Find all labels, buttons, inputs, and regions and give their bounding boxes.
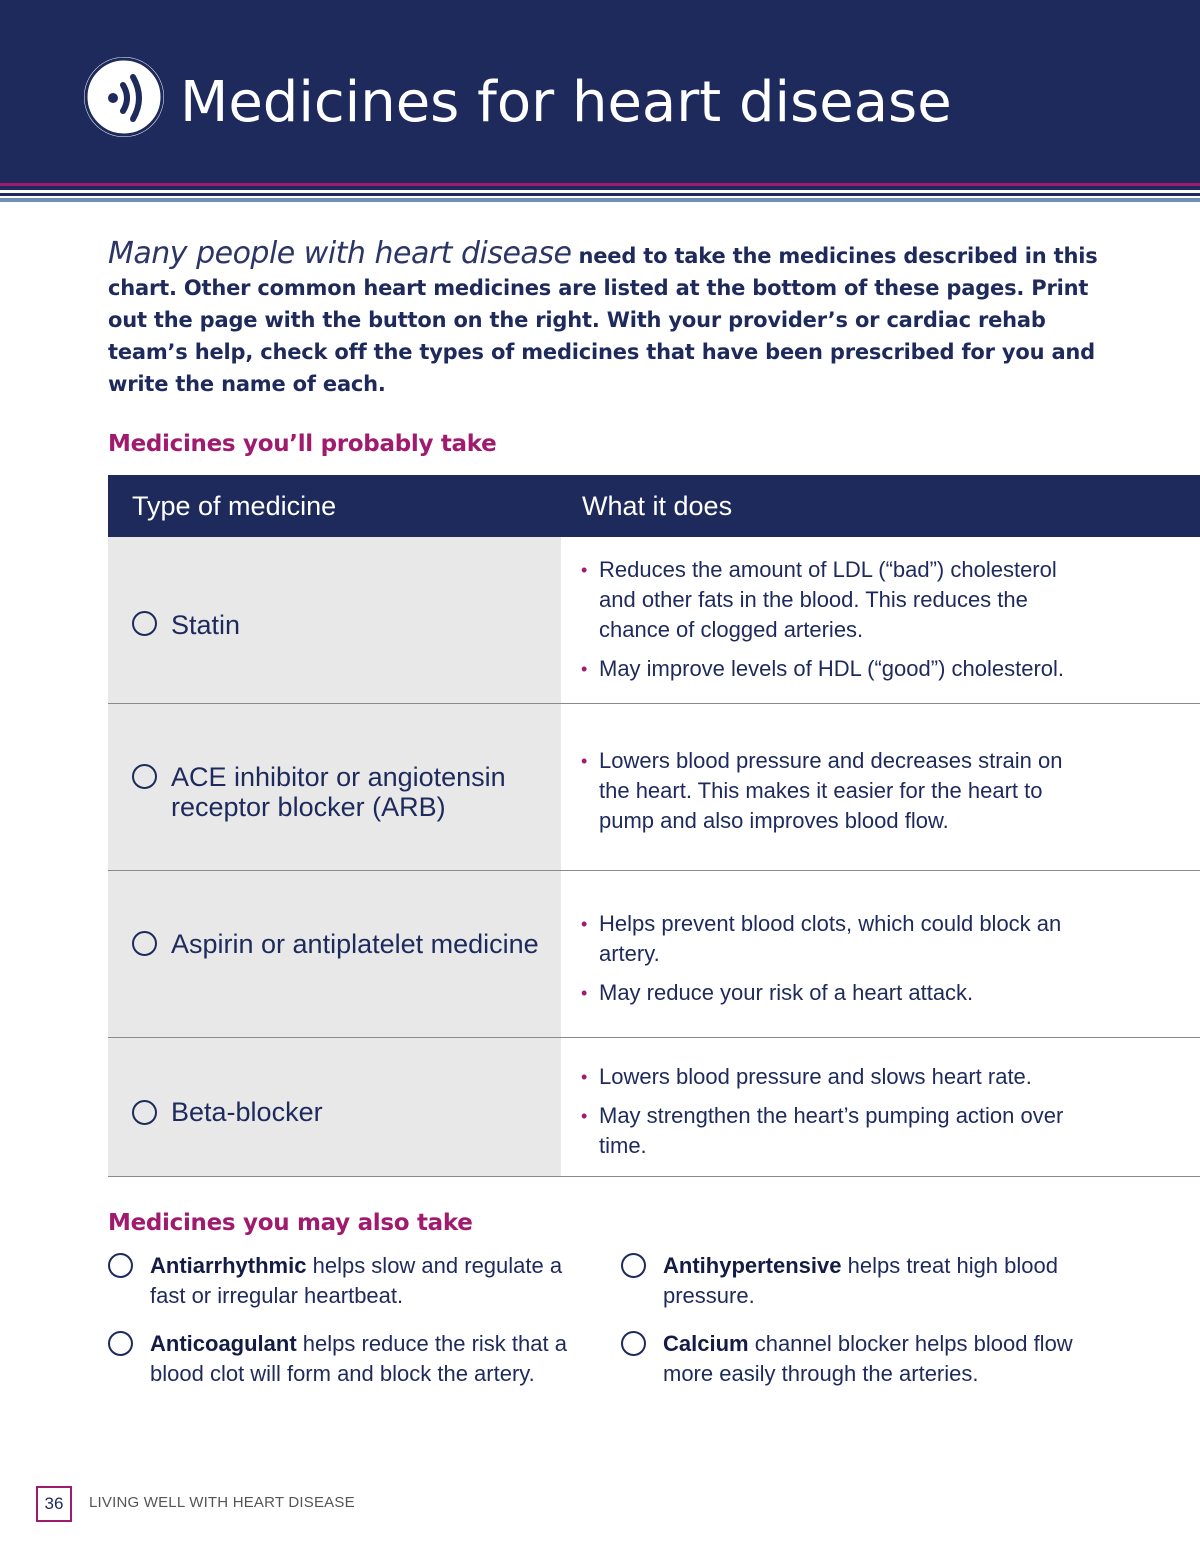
checkbox-circle[interactable] bbox=[132, 931, 157, 956]
type-cell bbox=[108, 537, 561, 703]
list-item: • May improve levels of HDL (“good”) cholesterol. bbox=[581, 654, 1091, 684]
what-cell bbox=[561, 871, 1200, 1037]
medicine-description bbox=[663, 1329, 1083, 1389]
table-row bbox=[108, 871, 1200, 1038]
list-item: • Lowers blood pressure and decreases strain on the heart. This makes it easier for the heart to pump and also improves blood flow. bbox=[581, 746, 1091, 836]
checkbox-circle[interactable] bbox=[132, 764, 157, 789]
list-item: • May strengthen the heart’s pumping action over time. bbox=[581, 1101, 1091, 1161]
intro-lead: Many people with heart disease bbox=[108, 236, 572, 271]
medicine-name: Calcium bbox=[663, 1331, 749, 1356]
medicine-description bbox=[150, 1251, 590, 1311]
what-cell bbox=[561, 704, 1200, 870]
column-header-type: Type of medicine bbox=[132, 491, 337, 521]
checkbox-circle[interactable] bbox=[132, 611, 157, 636]
intro-body: need to take the medicines described in this chart. Other common heart medicines are listed at the bottom of these pages. Print out the page with the button on the right. With your provider’s or cardiac rehab team’s help, check off the types of medicines that have been prescribed for you and write the name of each. bbox=[108, 244, 1098, 396]
medicines-table bbox=[108, 475, 1200, 1177]
list-item: • Lowers blood pressure and slows heart rate. bbox=[581, 1062, 1091, 1092]
type-cell bbox=[108, 871, 561, 1037]
checkbox-circle[interactable] bbox=[621, 1331, 646, 1356]
header-stripe bbox=[0, 186, 1200, 190]
medicine-name: Anticoagulant bbox=[150, 1331, 297, 1356]
list-item: • Helps prevent blood clots, which could block an artery. bbox=[581, 909, 1091, 969]
footer-title: LIVING WELL WITH HEART DISEASE bbox=[89, 1494, 355, 1511]
what-cell bbox=[561, 1038, 1200, 1176]
bullet-list bbox=[581, 909, 1091, 1017]
what-cell bbox=[561, 537, 1200, 703]
type-label: Statin bbox=[171, 610, 241, 640]
medicine-text: helps treat high blood pressure. bbox=[663, 1253, 1058, 1308]
medicine-description bbox=[150, 1329, 590, 1389]
section-heading-also: Medicines you may also take bbox=[108, 1210, 473, 1236]
checkbox-circle[interactable] bbox=[108, 1253, 133, 1278]
medicine-text: helps reduce the risk that a blood clot will form and block the artery. bbox=[150, 1331, 567, 1386]
table-row bbox=[108, 704, 1200, 871]
header-stripe bbox=[0, 198, 1200, 202]
bullet-list bbox=[581, 1062, 1091, 1170]
table-header bbox=[108, 475, 1200, 537]
type-label: Aspirin or antiplatelet medicine bbox=[171, 929, 539, 959]
intro-paragraph bbox=[108, 238, 1108, 400]
page-title: Medicines for heart disease bbox=[180, 70, 952, 135]
header-stripe bbox=[0, 193, 1200, 196]
list-item: • Reduces the amount of LDL (“bad”) cholesterol and other fats in the blood. This reduces the chance of clogged arteries. bbox=[581, 555, 1091, 645]
checkbox-circle[interactable] bbox=[132, 1100, 157, 1125]
list-item: • May reduce your risk of a heart attack. bbox=[581, 978, 1091, 1008]
checkbox-circle[interactable] bbox=[108, 1331, 133, 1356]
column-header-what: What it does bbox=[582, 491, 733, 521]
type-label: Beta-blocker bbox=[171, 1097, 323, 1127]
section-heading-probably: Medicines you’ll probably take bbox=[108, 431, 497, 457]
type-label: ACE inhibitor or angiotensin receptor blocker (ARB) bbox=[171, 762, 506, 822]
medicine-name: Antiarrhythmic bbox=[150, 1253, 307, 1278]
medicine-description bbox=[663, 1251, 1063, 1311]
type-cell bbox=[108, 704, 561, 870]
medicine-text: helps slow and regulate a fast or irregular heartbeat. bbox=[150, 1253, 563, 1308]
page-number: 36 bbox=[36, 1486, 72, 1522]
sound-wave-icon bbox=[84, 57, 164, 137]
type-cell bbox=[108, 1038, 561, 1176]
table-row bbox=[108, 1038, 1200, 1177]
medicine-name: Antihypertensive bbox=[663, 1253, 842, 1278]
checkbox-circle[interactable] bbox=[621, 1253, 646, 1278]
bullet-list bbox=[581, 555, 1091, 693]
bullet-list bbox=[581, 746, 1091, 845]
medicine-text: channel blocker helps blood flow more easily through the arteries. bbox=[663, 1331, 1073, 1386]
table-row bbox=[108, 537, 1200, 704]
